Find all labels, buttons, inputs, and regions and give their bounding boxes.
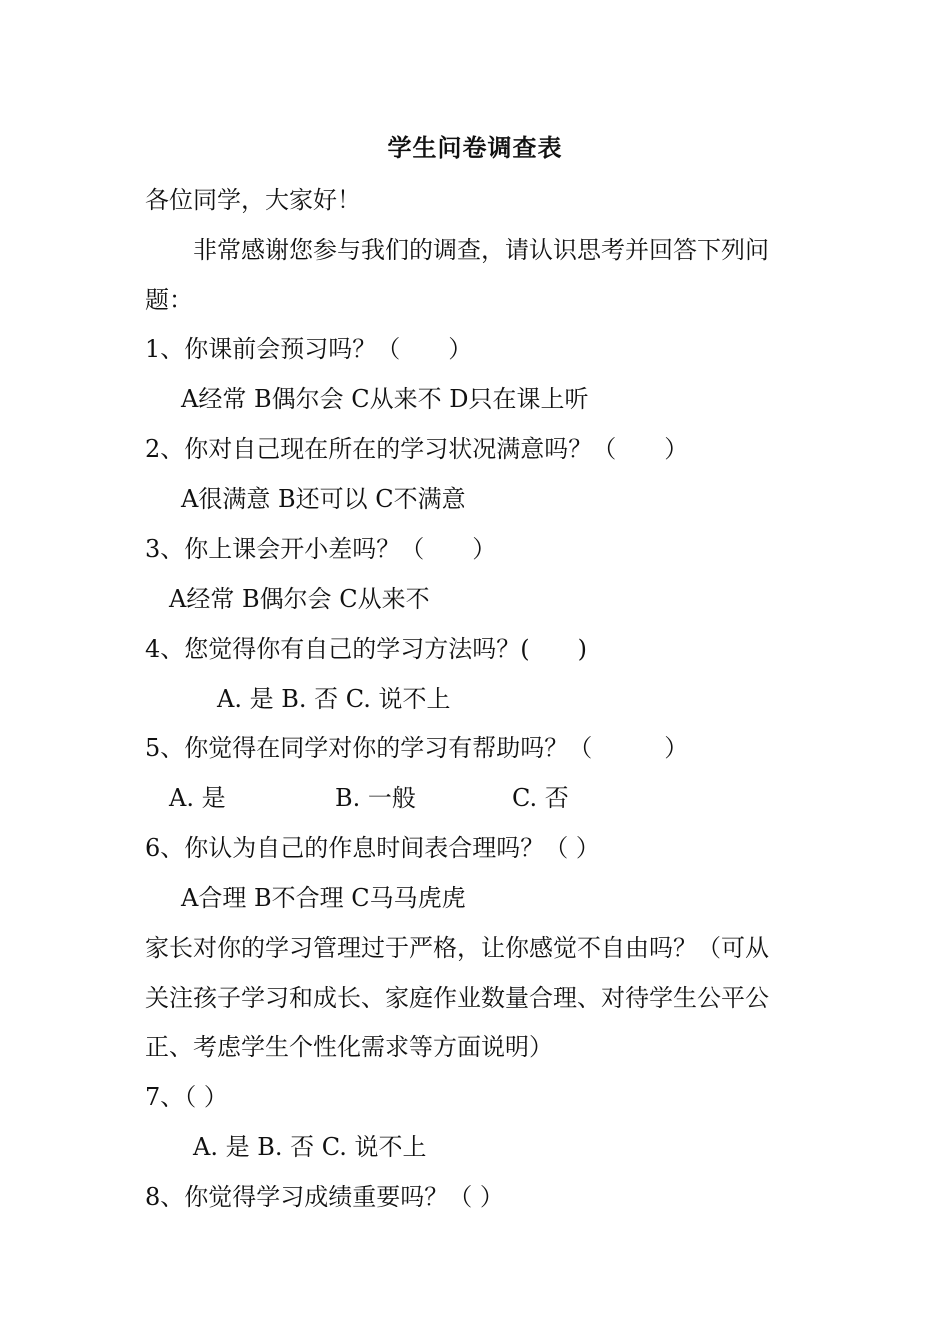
question-5-option-a: A. 是 <box>169 784 226 812</box>
question-4-options: A. 是 B. 否 C. 说不上 <box>217 685 451 713</box>
question-5-option-b: B. 一般 <box>335 784 416 812</box>
question-6-options: A合理 B不合理 C马马虎虎 <box>181 884 466 912</box>
question-7: 7、（ ） <box>145 1083 228 1111</box>
question-8: 8、你觉得学习成绩重要吗？（ ） <box>145 1183 504 1211</box>
question-1-options: A经常 B偶尔会 C从来不 D只在课上听 <box>181 385 589 413</box>
question-2: 2、你对自己现在所在的学习状况满意吗？（ ） <box>145 435 689 463</box>
greeting: 各位同学，大家好！ <box>145 186 361 214</box>
question-7-text-line-2: 关注孩子学习和成长、家庭作业数量合理、对待学生公平公 <box>145 984 769 1012</box>
intro-line-1: 非常感谢您参与我们的调查，请认识思考并回答下列问 <box>193 236 769 264</box>
question-7-text-line-1: 家长对你的学习管理过于严格，让你感觉不自由吗？（可从 <box>145 934 769 962</box>
question-3-options: A经常 B偶尔会 C从来不 <box>169 585 430 613</box>
question-1: 1、你课前会预习吗？（ ） <box>145 335 473 363</box>
page-title: 学生问卷调查表 <box>387 133 563 162</box>
intro-line-2: 题： <box>145 286 193 314</box>
question-7-text-line-3: 正、考虑学生个性化需求等方面说明） <box>145 1033 553 1061</box>
question-5: 5、你觉得在同学对你的学习有帮助吗？（ ） <box>145 734 689 762</box>
question-2-options: A很满意 B还可以 C不满意 <box>181 485 466 513</box>
question-5-option-c: C. 否 <box>512 784 569 812</box>
question-3: 3、你上课会开小差吗？（ ） <box>145 535 497 563</box>
question-4: 4、您觉得你有自己的学习方法吗？( ) <box>145 635 587 663</box>
question-6: 6、你认为自己的作息时间表合理吗？（ ） <box>145 834 600 862</box>
question-7-options: A. 是 B. 否 C. 说不上 <box>193 1133 427 1161</box>
